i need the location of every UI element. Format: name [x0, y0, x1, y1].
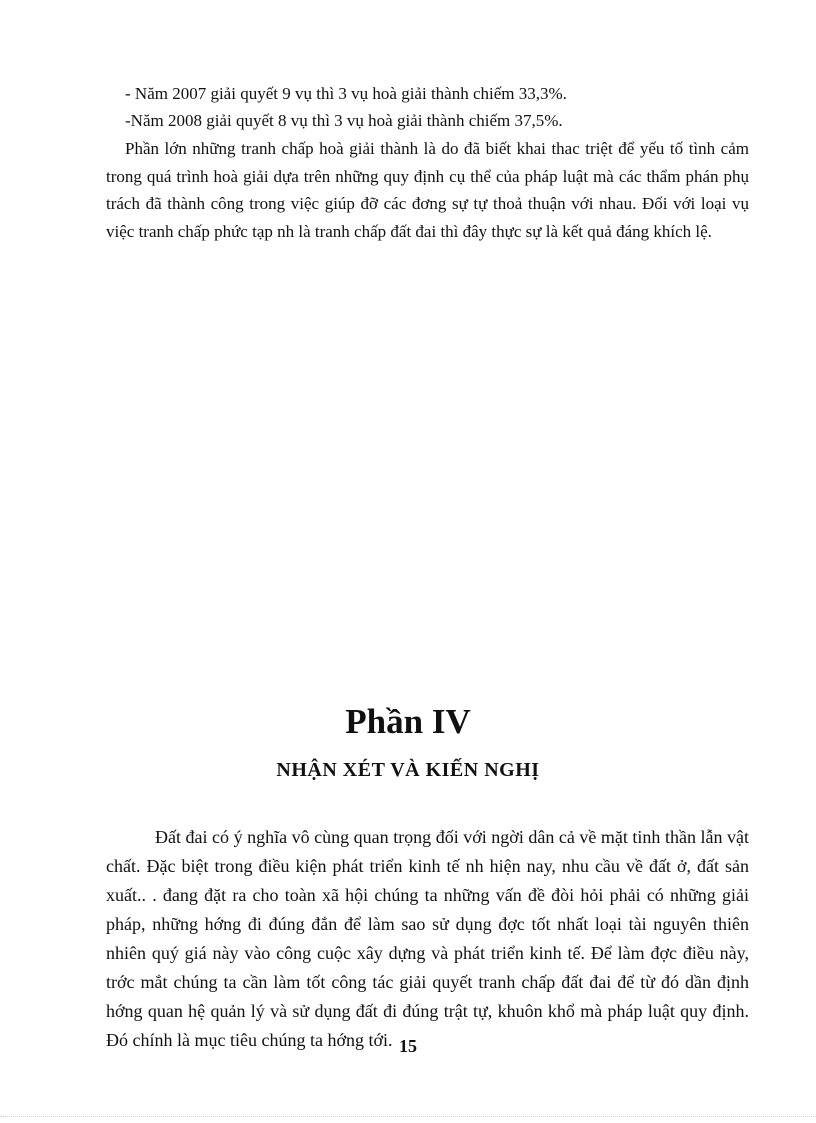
section-title: Phần IV [345, 702, 471, 741]
paragraph-2007-stat: - Năm 2007 giải quyết 9 vụ thì 3 vụ hoà giải thành chiếm 33,3%. [125, 84, 567, 103]
section-subtitle: NHẬN XÉT VÀ KIẾN NGHỊ [276, 759, 540, 781]
page-bottom-rule [0, 1116, 816, 1117]
page-number: 15 [399, 1036, 417, 1056]
paragraph-land-importance: Đất đai có ý nghĩa vô cùng quan trọng đối với ngời dân cả về mặt tinh thần lẫn vật chất. Đặc biệt trong điều kiện phát triển kinh tế nh hiện nay, nhu cầu về đất ở, đất sản xuất.. . đang đặt ra cho toàn xã hội chúng ta những vấn đề đòi hỏi phải có những giải pháp, những hớng đi đúng đắn để làm sao sử dụng đợc tốt nhất loại tài nguyên thiên nhiên quý giá này vào công cuộc xây dựng và phát triển kinh tế. Để làm đợc điều này, trớc mắt chúng ta cần làm tốt công tác giải quyết tranh chấp đất đai để từ đó dần định hớng quan hệ quản lý và sử dụng đất đi đúng trật tự, khuôn khổ mà pháp luật quy định. Đó chính là mục tiêu chúng ta hớng tới. [106, 827, 749, 1050]
paragraph-mediation-summary: Phần lớn những tranh chấp hoà giải thành là do đã biết khai thac triệt để yếu tố tình cảm trong quá trình hoà giải dựa trên những quy định cụ thể của pháp luật mà các thẩm phán phụ trách đã thành công trong việc giúp đỡ các đơng sự tự thoả thuận với nhau. Đối với loại vụ việc tranh chấp phức tạp nh là tranh chấp đất đai thì đây thực sự là kết quả đáng khích lệ. [106, 139, 749, 241]
paragraph-2008-stat: -Năm 2008 giải quyết 8 vụ thì 3 vụ hoà giải thành chiếm 37,5%. [125, 111, 563, 130]
